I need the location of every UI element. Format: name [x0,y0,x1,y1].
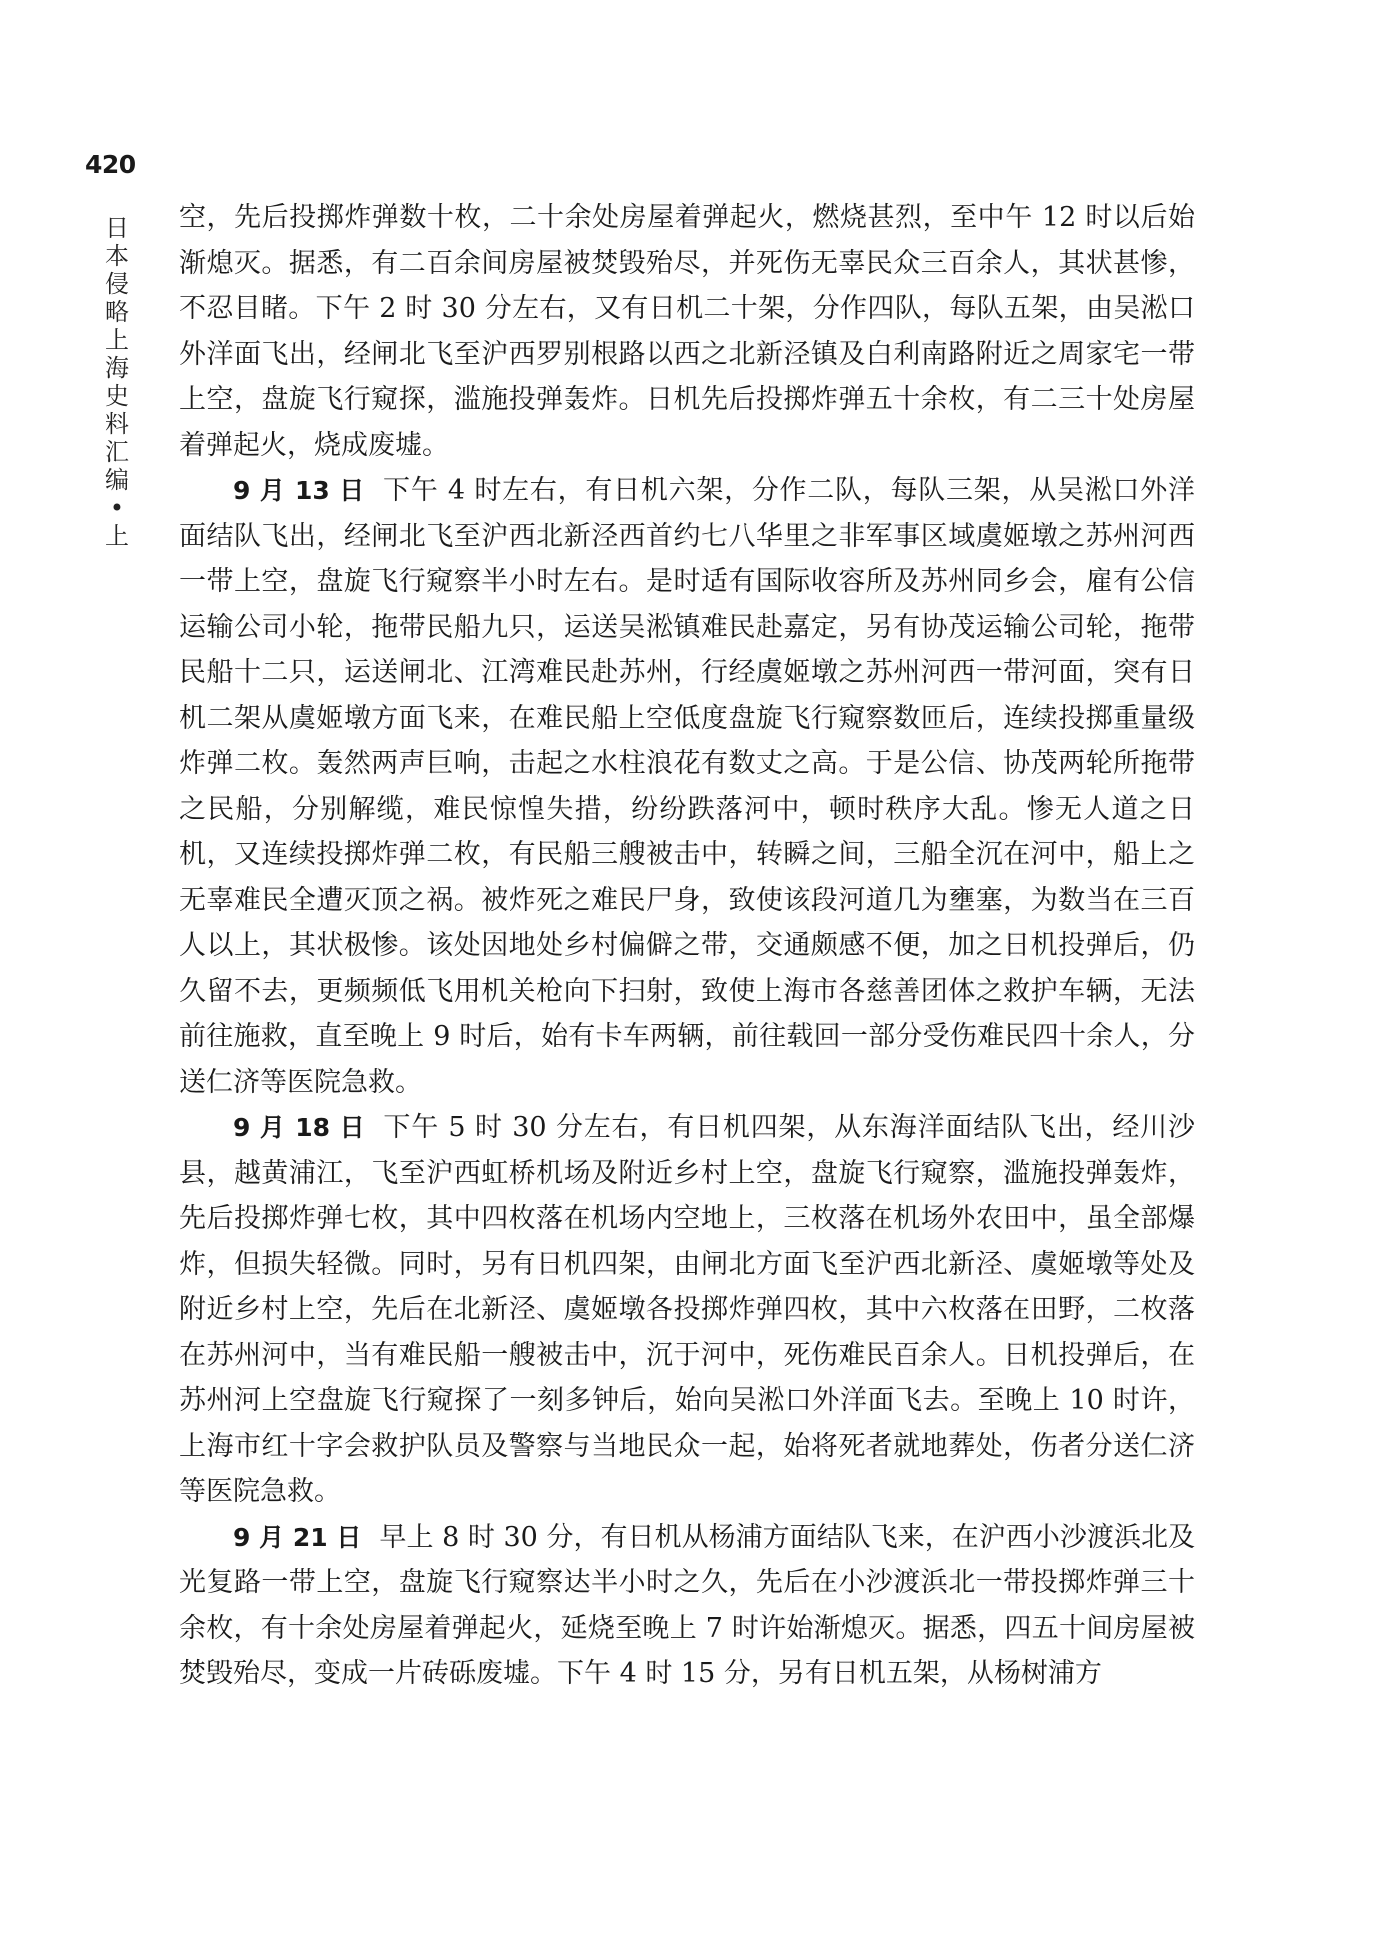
paragraph-text: 空，先后投掷炸弹数十枚，二十余处房屋着弹起火，燃烧甚烈，至中午 12 时以后始渐熄灭。据悉，有二百余间房屋被焚毁殆尽，并死伤无辜民众三百余人，其状甚惨，不忍目睹。下午 2 时 30 分左右，又有日机二十架，分作四队，每队五架，由吴淞口外洋面飞出，经闸北飞至沪西罗别根路以西之北新泾镇及白利南路附近之周家宅一带上空，盘旋飞行窥探，滥施投弹轰炸。日机先后投掷炸弹五十余枚，有二三十处房屋着弹起火，烧成废墟。 [179,202,1195,461]
paragraph-sep-21 [179,1515,1195,1697]
running-head: 日本侵略上海史料汇编•上 [105,214,129,550]
date-label: 9 月 21 日 [233,1522,362,1552]
date-label: 9 月 18 日 [233,1113,366,1142]
paragraph-sep-13 [179,468,1195,1105]
paragraph-text: 早上 8 时 30 分，有日机从杨浦方面结队飞来，在沪西小沙渡浜北及光复路一带上空，盘旋飞行窥察达半小时之久，先后在小沙渡浜北一带投掷炸弹三十余枚，有十余处房屋着弹起火，延烧至晚上 7 时许始渐熄灭。据悉，四五十间房屋被焚毁殆尽，变成一片砖砾废墟。下午 4 时 15 分，另有日机五架，从杨树浦方 [179,1521,1195,1689]
paragraph-continuation [179,195,1195,468]
paragraph-sep-18 [179,1105,1195,1515]
page-number: 420 [85,150,136,179]
paragraph-text: 下午 5 时 30 分左右，有日机四架，从东海洋面结队飞出，经川沙县，越黄浦江，飞至沪西虹桥机场及附近乡村上空，盘旋飞行窥察，滥施投弹轰炸，先后投掷炸弹七枚，其中四枚落在机场内空地上，三枚落在机场外农田中，虽全部爆炸，但损失轻微。同时，另有日机四架，由闸北方面飞至沪西北新泾、虞姬墩等处及附近乡村上空，先后在北新泾、虞姬墩各投掷炸弹四枚，其中六枚落在田野，二枚落在苏州河中，当有难民船一艘被击中，沉于河中，死伤难民百余人。日机投弹后，在苏州河上空盘旋飞行窥探了一刻多钟后，始向吴淞口外洋面飞去。至晚上 10 时许，上海市红十字会救护队员及警察与当地民众一起，始将死者就地葬处，伤者分送仁济等医院急救。 [179,1112,1195,1507]
body-text [179,195,1195,1697]
date-label: 9 月 13 日 [233,476,366,505]
paragraph-text: 下午 4 时左右，有日机六架，分作二队，每队三架，从吴淞口外洋面结队飞出，经闸北飞至沪西北新泾西首约七八华里之非军事区域虞姬墩之苏州河西一带上空，盘旋飞行窥察半小时左右。是时适有国际收容所及苏州同乡会，雇有公信运输公司小轮，拖带民船九只，运送吴淞镇难民赴嘉定，另有协茂运输公司轮，拖带民船十二只，运送闸北、江湾难民赴苏州，行经虞姬墩之苏州河西一带河面，突有日机二架从虞姬墩方面飞来，在难民船上空低度盘旋飞行窥察数匝后，连续投掷重量级炸弹二枚。轰然两声巨响，击起之水柱浪花有数丈之高。于是公信、协茂两轮所拖带之民船，分别解缆，难民惊惶失措，纷纷跌落河中，顿时秩序大乱。惨无人道之日机，又连续投掷炸弹二枚，有民船三艘被击中，转瞬之间，三船全沉在河中，船上之无辜难民全遭灭顶之祸。被炸死之难民尸身，致使该段河道几为壅塞，为数当在三百人以上，其状极惨。该处因地处乡村偏僻之带，交通颇感不便，加之日机投弹后，仍久留不去，更频频低飞用机关枪向下扫射，致使上海市各慈善团体之救护车辆，无法前往施救，直至晚上 9 时后，始有卡车两辆，前往载回一部分受伤难民四十余人，分送仁济等医院急救。 [179,475,1196,1098]
